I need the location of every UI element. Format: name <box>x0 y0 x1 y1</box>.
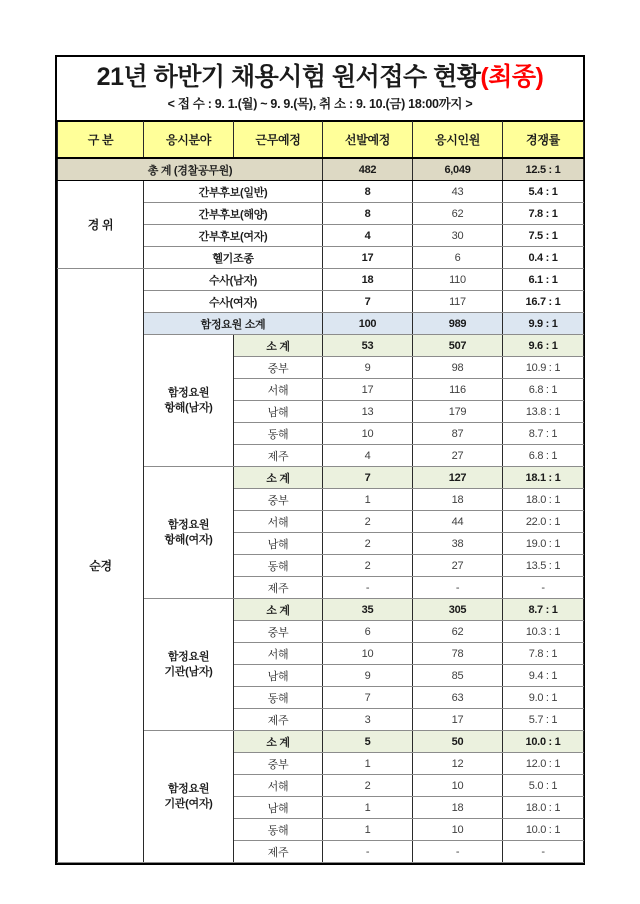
applicants-cell: 179 <box>413 401 503 423</box>
ratio-cell: 9.9 : 1 <box>503 313 584 335</box>
subtotal-cell: 소 계 <box>234 731 323 753</box>
applicants-cell: 12 <box>413 753 503 775</box>
applicants-cell: - <box>413 577 503 599</box>
applicants-cell: 62 <box>413 621 503 643</box>
planned-cell: 2 <box>323 511 413 533</box>
col-header-applicants: 응시인원 <box>413 122 503 159</box>
col-header-ratio: 경쟁률 <box>503 122 584 159</box>
ratio-cell: 16.7 : 1 <box>503 291 584 313</box>
planned-cell: 6 <box>323 621 413 643</box>
subtotal-cell: 소 계 <box>234 599 323 621</box>
field-cell: 간부후보(해양) <box>144 203 323 225</box>
applicants-cell: 18 <box>413 489 503 511</box>
ratio-cell: 22.0 : 1 <box>503 511 584 533</box>
area-cell: 서해 <box>234 643 323 665</box>
ratio-cell: 5.4 : 1 <box>503 181 584 203</box>
ratio-cell: - <box>503 841 584 863</box>
applicants-cell: 989 <box>413 313 503 335</box>
unit-name-line2: 항해(여자) <box>164 533 213 546</box>
planned-cell: 3 <box>323 709 413 731</box>
fleet-subtotal-label: 함정요원 소계 <box>144 313 323 335</box>
applicants-cell: 85 <box>413 665 503 687</box>
planned-cell: 5 <box>323 731 413 753</box>
recruitment-table <box>57 121 584 863</box>
field-cell: 간부후보(여자) <box>144 225 323 247</box>
ratio-cell: 8.7 : 1 <box>503 599 584 621</box>
ratio-cell: 6.8 : 1 <box>503 445 584 467</box>
applicants-cell: 44 <box>413 511 503 533</box>
planned-cell: 17 <box>323 247 413 269</box>
planned-cell: 7 <box>323 291 413 313</box>
applicants-cell: 78 <box>413 643 503 665</box>
area-cell: 남해 <box>234 797 323 819</box>
total-ratio: 12.5 : 1 <box>503 158 584 181</box>
ratio-cell: 0.4 : 1 <box>503 247 584 269</box>
ratio-cell: 7.8 : 1 <box>503 643 584 665</box>
applicants-cell: 17 <box>413 709 503 731</box>
total-planned: 482 <box>323 158 413 181</box>
planned-cell: 8 <box>323 181 413 203</box>
ratio-cell: 5.0 : 1 <box>503 775 584 797</box>
ratio-cell: 5.7 : 1 <box>503 709 584 731</box>
planned-cell: 1 <box>323 819 413 841</box>
planned-cell: 7 <box>323 467 413 489</box>
total-applicants: 6,049 <box>413 158 503 181</box>
applicants-cell: 30 <box>413 225 503 247</box>
area-cell: 중부 <box>234 357 323 379</box>
area-cell: 제주 <box>234 445 323 467</box>
subtotal-cell: 소 계 <box>234 467 323 489</box>
ratio-cell: 9.4 : 1 <box>503 665 584 687</box>
area-cell: 서해 <box>234 379 323 401</box>
unit-name-line1: 함정요원 <box>167 519 210 532</box>
planned-cell: 1 <box>323 489 413 511</box>
applicants-cell: 117 <box>413 291 503 313</box>
applicants-cell: 10 <box>413 775 503 797</box>
planned-cell: 10 <box>323 643 413 665</box>
ratio-cell: 8.7 : 1 <box>503 423 584 445</box>
col-header-category: 구 분 <box>58 122 144 159</box>
area-cell: 제주 <box>234 841 323 863</box>
applicants-cell: 116 <box>413 379 503 401</box>
field-cell: 수사(여자) <box>144 291 323 313</box>
ratio-cell: 19.0 : 1 <box>503 533 584 555</box>
applicants-cell: 10 <box>413 819 503 841</box>
col-header-planned: 선발예정 <box>323 122 413 159</box>
planned-cell: 100 <box>323 313 413 335</box>
group-cell-sungyeong: 순경 <box>58 269 144 863</box>
planned-cell: 18 <box>323 269 413 291</box>
applicants-cell: 110 <box>413 269 503 291</box>
applicants-cell: 27 <box>413 555 503 577</box>
planned-cell: 4 <box>323 445 413 467</box>
planned-cell: 2 <box>323 533 413 555</box>
ratio-cell: 18.0 : 1 <box>503 489 584 511</box>
unit-name-cell <box>144 731 234 863</box>
applicants-cell: 127 <box>413 467 503 489</box>
ratio-cell: 9.6 : 1 <box>503 335 584 357</box>
area-cell: 중부 <box>234 753 323 775</box>
recruitment-status-document <box>55 55 585 865</box>
planned-cell: 13 <box>323 401 413 423</box>
applicants-cell: 38 <box>413 533 503 555</box>
subtotal-cell: 소 계 <box>234 335 323 357</box>
ratio-cell: 6.8 : 1 <box>503 379 584 401</box>
ratio-cell: 10.3 : 1 <box>503 621 584 643</box>
planned-cell: 9 <box>323 357 413 379</box>
area-cell: 서해 <box>234 775 323 797</box>
planned-cell: 8 <box>323 203 413 225</box>
area-cell: 동해 <box>234 423 323 445</box>
col-header-workplace: 근무예정 <box>234 122 323 159</box>
table-row <box>58 181 584 203</box>
planned-cell: 10 <box>323 423 413 445</box>
applicants-cell: 43 <box>413 181 503 203</box>
applicants-cell: 62 <box>413 203 503 225</box>
ratio-cell: 10.0 : 1 <box>503 731 584 753</box>
ratio-cell: 13.8 : 1 <box>503 401 584 423</box>
planned-cell: 2 <box>323 775 413 797</box>
area-cell: 동해 <box>234 687 323 709</box>
unit-name-cell <box>144 467 234 599</box>
group-cell-gyeongwi: 경 위 <box>58 181 144 269</box>
ratio-cell: 7.8 : 1 <box>503 203 584 225</box>
planned-cell: 35 <box>323 599 413 621</box>
title-final-badge: (최종) <box>480 63 544 91</box>
planned-cell: 1 <box>323 797 413 819</box>
applicants-cell: 98 <box>413 357 503 379</box>
total-row <box>58 158 584 181</box>
ratio-cell: 9.0 : 1 <box>503 687 584 709</box>
page-title-text: 21년 하반기 채용시험 원서접수 현황 <box>96 63 481 91</box>
applicants-cell: 27 <box>413 445 503 467</box>
ratio-cell: 13.5 : 1 <box>503 555 584 577</box>
page-title <box>57 62 583 92</box>
area-cell: 동해 <box>234 819 323 841</box>
ratio-cell: 18.1 : 1 <box>503 467 584 489</box>
date-subtitle: < 접 수 : 9. 1.(월) ~ 9. 9.(목), 취 소 : 9. 10.(금) 18:00까지 > <box>167 97 473 111</box>
planned-cell: - <box>323 577 413 599</box>
applicants-cell: 18 <box>413 797 503 819</box>
area-cell: 남해 <box>234 401 323 423</box>
planned-cell: 53 <box>323 335 413 357</box>
ratio-cell: 10.9 : 1 <box>503 357 584 379</box>
planned-cell: 2 <box>323 555 413 577</box>
unit-name-line1: 함정요원 <box>167 387 210 400</box>
planned-cell: 1 <box>323 753 413 775</box>
applicants-cell: 63 <box>413 687 503 709</box>
area-cell: 제주 <box>234 709 323 731</box>
area-cell: 서해 <box>234 511 323 533</box>
document-header <box>57 57 583 121</box>
field-cell: 헬기조종 <box>144 247 323 269</box>
planned-cell: - <box>323 841 413 863</box>
ratio-cell: 7.5 : 1 <box>503 225 584 247</box>
unit-name-line1: 함정요원 <box>167 783 210 796</box>
unit-name-cell <box>144 599 234 731</box>
area-cell: 중부 <box>234 621 323 643</box>
area-cell: 제주 <box>234 577 323 599</box>
applicants-cell: - <box>413 841 503 863</box>
planned-cell: 7 <box>323 687 413 709</box>
applicants-cell: 50 <box>413 731 503 753</box>
field-cell: 간부후보(일반) <box>144 181 323 203</box>
applicants-cell: 6 <box>413 247 503 269</box>
field-cell: 수사(남자) <box>144 269 323 291</box>
total-label: 총 계 (경찰공무원) <box>58 158 323 181</box>
applicants-cell: 507 <box>413 335 503 357</box>
planned-cell: 9 <box>323 665 413 687</box>
applicants-cell: 87 <box>413 423 503 445</box>
applicants-cell: 305 <box>413 599 503 621</box>
unit-name-line2: 항해(남자) <box>164 401 213 414</box>
ratio-cell: - <box>503 577 584 599</box>
unit-name-line1: 함정요원 <box>167 651 210 664</box>
ratio-cell: 12.0 : 1 <box>503 753 584 775</box>
area-cell: 남해 <box>234 533 323 555</box>
table-row <box>58 269 584 291</box>
unit-name-line2: 기관(남자) <box>164 665 213 678</box>
area-cell: 동해 <box>234 555 323 577</box>
ratio-cell: 18.0 : 1 <box>503 797 584 819</box>
col-header-field: 응시분야 <box>144 122 234 159</box>
ratio-cell: 6.1 : 1 <box>503 269 584 291</box>
unit-name-line2: 기관(여자) <box>164 797 213 810</box>
ratio-cell: 10.0 : 1 <box>503 819 584 841</box>
planned-cell: 17 <box>323 379 413 401</box>
planned-cell: 4 <box>323 225 413 247</box>
area-cell: 남해 <box>234 665 323 687</box>
header-row <box>58 122 584 159</box>
unit-name-cell <box>144 335 234 467</box>
area-cell: 중부 <box>234 489 323 511</box>
